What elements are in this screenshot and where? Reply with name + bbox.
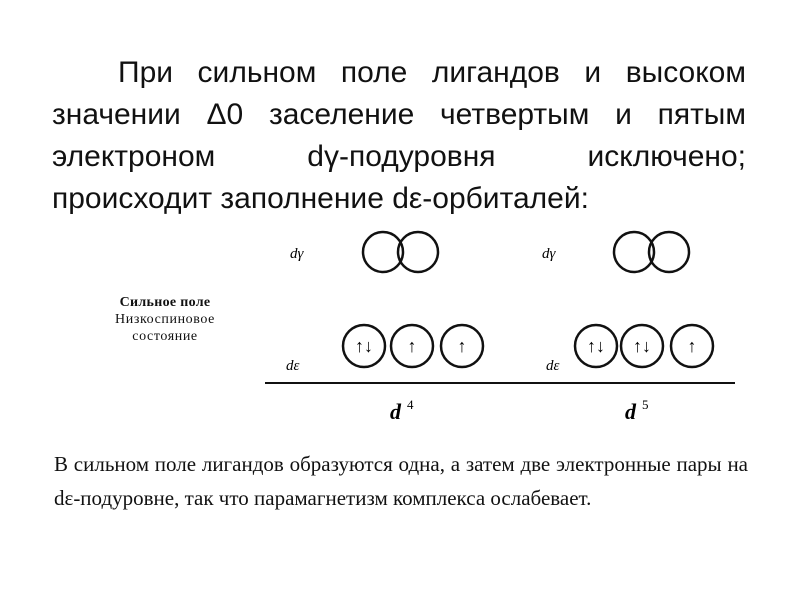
- low-spin-label: Низкоспиновое: [115, 312, 215, 327]
- lower-orbital-1: [343, 325, 385, 367]
- strong-field-label: Сильное поле: [119, 295, 211, 310]
- electron-pair: ↑↓: [587, 336, 605, 356]
- lower-orbital-3: [671, 325, 713, 367]
- state-label: состояние: [132, 329, 198, 344]
- lower-orbital-3: [441, 325, 483, 367]
- electron-pair: ↑↓: [633, 336, 651, 356]
- d-config-label: d $^4$: [390, 397, 414, 424]
- electron-pair: ↑↓: [355, 336, 373, 356]
- lower-orbital-2: [621, 325, 663, 367]
- outro-paragraph: В сильном поле лигандов образуются одна, а затем две электронные пары на dε-подуровне, так что парамагнетизм комплекса ослабевает.: [54, 452, 748, 510]
- electron-single: ↑: [407, 336, 417, 356]
- electron-single: ↑: [457, 336, 467, 356]
- upper-level-label: dγ: [542, 246, 556, 262]
- config-d4: [286, 232, 483, 424]
- lower-orbital-2: [391, 325, 433, 367]
- upper-level-label: dγ: [290, 246, 304, 262]
- d-config-label: d $^5$: [625, 397, 649, 424]
- lower-level-label: dε: [286, 358, 300, 374]
- intro-paragraph: При сильном поле лигандов и высоком значении Δ0 заселение четвертым и пятым электроном dγ-подуровня исключено; происходит заполнение dε-орбиталей:: [52, 56, 746, 215]
- lower-level-label: dε: [546, 358, 560, 374]
- electron-single: ↑: [687, 336, 697, 356]
- lower-orbital-1: [575, 325, 617, 367]
- config-d5: [542, 232, 713, 424]
